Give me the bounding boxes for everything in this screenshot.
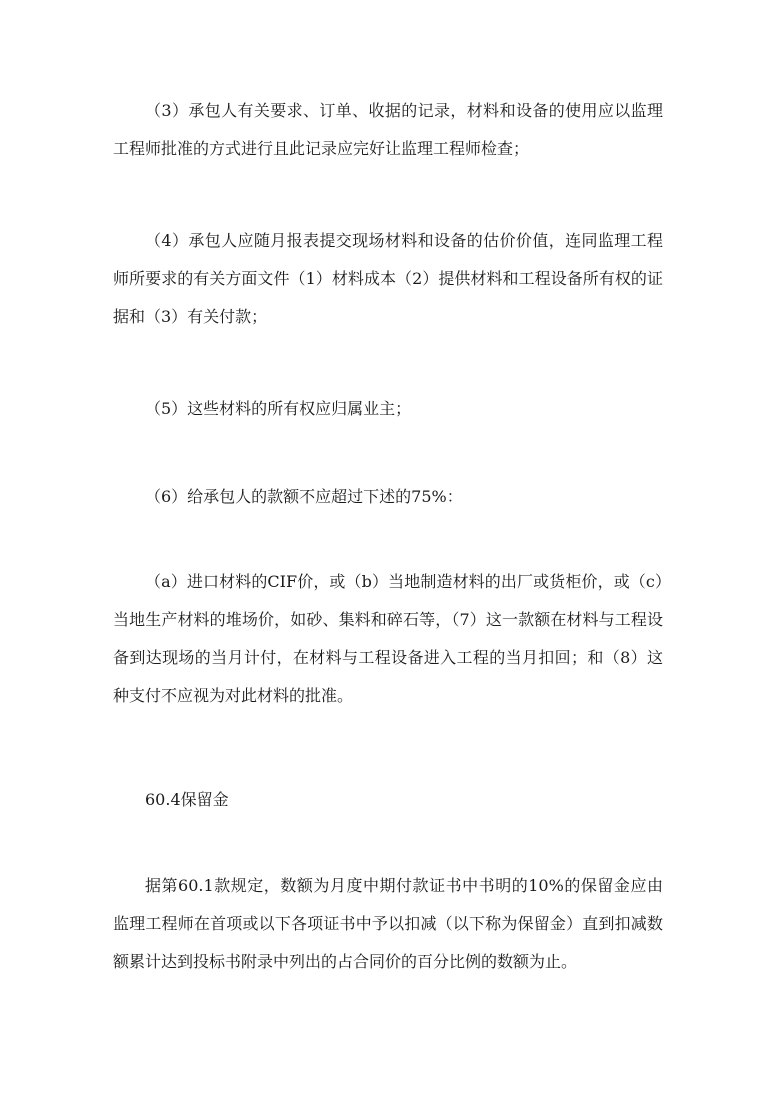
paragraph-item-a-prices: （a）进口材料的CIF价，或（b）当地制造材料的出厂或货柜价，或（c）当地生产材料的堆场价，如砂、集料和碎石等，（7）这一款额在材料与工程设备到达现场的当月计付，在材料与工程设备进入工程的当月扣回；和（8）这种支付不应视为对此材料的批准。 bbox=[113, 572, 663, 705]
paragraph-item-3-records: （3）承包人有关要求、订单、收据的记录，材料和设备的使用应以监理工程师批准的方式进行且此记录应完好让监理工程师检查； bbox=[113, 101, 663, 158]
paragraph-item-5-ownership: （5）这些材料的所有权应归属业主； bbox=[145, 399, 412, 418]
section-heading: 60.4保留金 bbox=[145, 790, 229, 809]
paragraph-item-6-limit: （6）给承包人的款额不应超过下述的75%： bbox=[145, 487, 463, 506]
section-body-paragraph: 据第60.1款规定，数额为月度中期付款证书中书明的10%的保留金应由监理工程师在首项或以下各项证书中予以扣减（以下称为保留金）直到扣减数额累计达到投标书附录中列出的占合同价的百分比例的数额为止。 bbox=[113, 876, 663, 971]
paragraph-item-4-valuation: （4）承包人应随月报表提交现场材料和设备的估价价值，连同监理工程师所要求的有关方面文件（1）材料成本（2）提供材料和工程设备所有权的证据和（3）有关付款； bbox=[113, 231, 663, 326]
